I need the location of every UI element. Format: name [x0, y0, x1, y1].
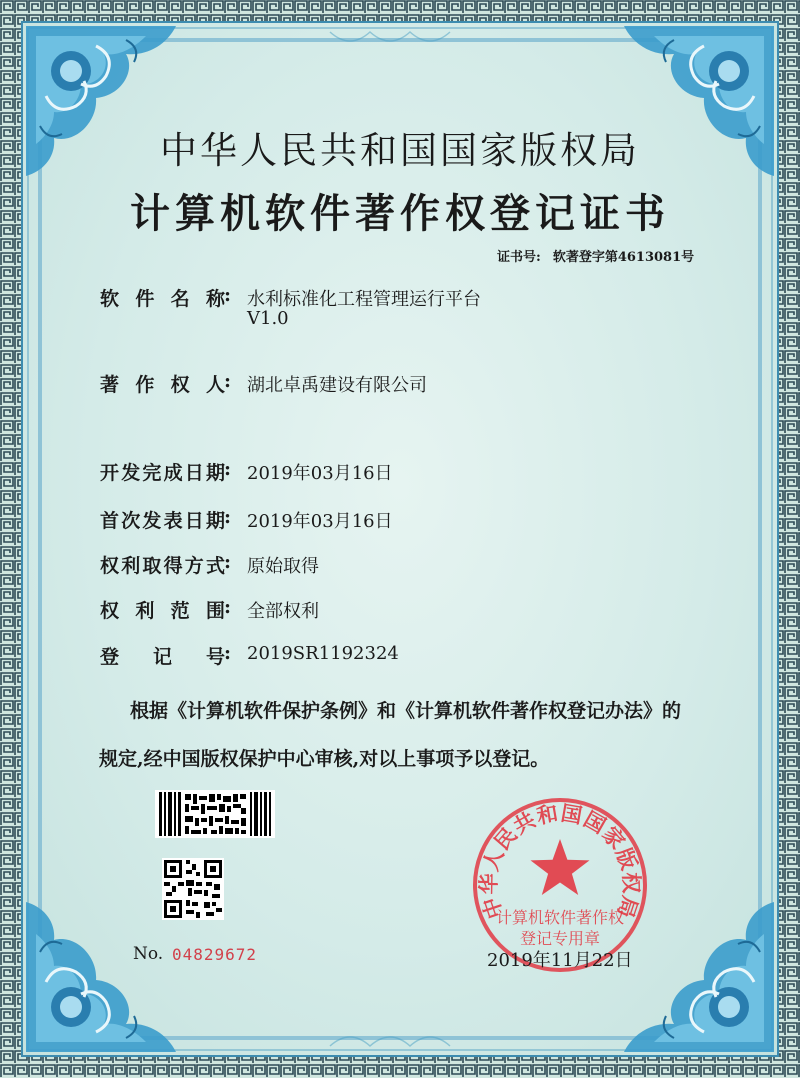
field-value-software-version: V1.0: [247, 308, 289, 329]
field-colon: :: [224, 596, 232, 618]
certificate-title: 计算机软件著作权登记证书: [130, 190, 670, 237]
statement-line-2: 规定,经中国版权保护中心审核,对以上事项予以登记。: [99, 748, 550, 770]
field-colon: :: [224, 506, 232, 528]
field-value-copyright-owner: 湖北卓禹建设有限公司: [247, 375, 427, 396]
certificate-number-value: 软著登字第4613081号: [552, 250, 695, 265]
barcode: [155, 790, 275, 838]
certificate-number-label: 证书号:: [497, 250, 541, 265]
field-colon: :: [224, 284, 232, 306]
field-value-acquisition-method: 原始取得: [247, 556, 319, 577]
field-value-publication-date: 2019年03月16日: [247, 511, 393, 532]
field-value-software-name: 水利标准化工程管理运行平台: [247, 289, 481, 310]
star-icon: [531, 839, 590, 895]
statement-line-1: 根据《计算机软件保护条例》和《计算机软件著作权登记办法》的: [130, 700, 682, 722]
field-colon: :: [224, 458, 232, 480]
field-value-rights-scope: 全部权利: [247, 601, 319, 622]
field-label-software-name: 软件名称: [100, 288, 225, 310]
field-colon: :: [224, 370, 232, 392]
field-value-completion-date: 2019年03月16日: [247, 463, 393, 484]
field-colon: :: [224, 551, 232, 573]
field-label-acquisition-method: 权利取得方式: [100, 555, 225, 577]
field-label-copyright-owner: 著作权人: [100, 374, 225, 396]
field-label-publication-date: 首次发表日期: [100, 510, 225, 532]
serial-number-label: No.: [133, 944, 164, 964]
certificate-number: [497, 246, 694, 265]
seal-line-2: 登记专用章: [519, 929, 601, 948]
field-value-registration-number: 2019SR1192324: [247, 643, 399, 664]
qr-code: [162, 858, 224, 920]
seal-line-1: 计算机软件著作权: [495, 908, 625, 927]
serial-number-value: 04829672: [172, 945, 258, 964]
issuer-name: 中华人民共和国国家版权局: [160, 129, 640, 172]
seal-ring-text: 中华人民共和国国家版权局: [476, 801, 644, 922]
field-label-completion-date: 开发完成日期: [100, 462, 225, 484]
field-label-rights-scope: 权利范围: [100, 600, 225, 622]
issue-date: 2019年11月22日: [487, 950, 633, 971]
field-colon: :: [224, 642, 232, 664]
field-label-registration-number: 登记号: [100, 646, 225, 668]
